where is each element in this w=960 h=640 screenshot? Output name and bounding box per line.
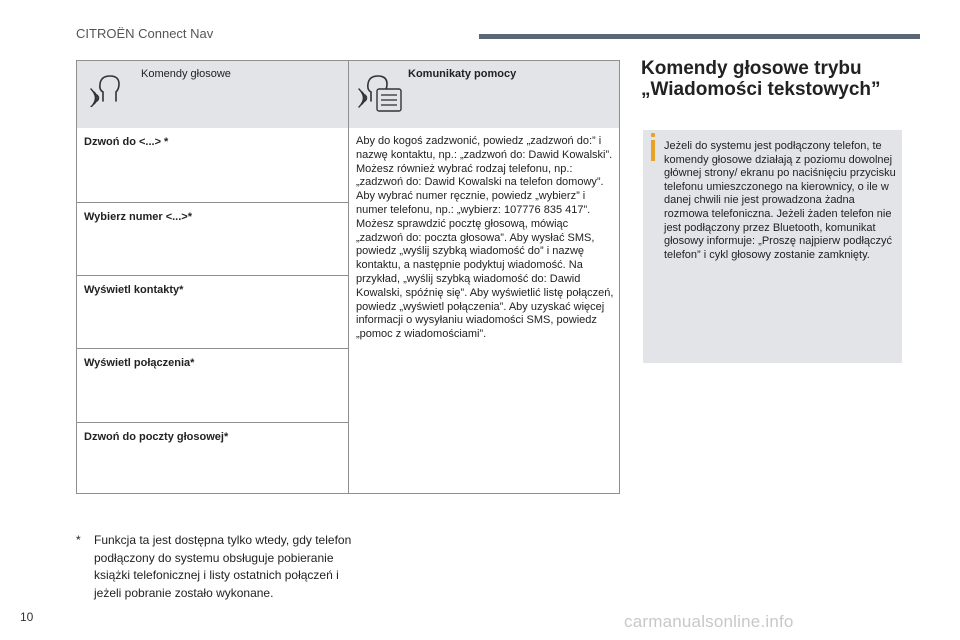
- info-box: [643, 130, 902, 363]
- help-message-icon: [357, 71, 403, 113]
- command-show-contacts: Wyświetl kontakty*: [84, 284, 184, 296]
- footnote-marker: *: [76, 533, 81, 547]
- command-dial-number: Wybierz numer <...>*: [84, 211, 193, 223]
- command-call-voicemail: Dzwoń do poczty głosowej*: [84, 431, 229, 443]
- voice-command-icon: [89, 71, 123, 107]
- table-header-commands: [77, 61, 349, 128]
- document-header-title: CITROËN Connect Nav: [76, 26, 214, 41]
- table-row: [77, 128, 348, 202]
- column-header-help: Komunikaty pomocy: [408, 68, 517, 80]
- header-bar: [479, 34, 920, 39]
- table-header-help: [349, 61, 619, 128]
- table-row: [77, 275, 348, 348]
- table-row: [77, 348, 348, 422]
- watermark: carmanualsonline.info: [624, 612, 794, 631]
- command-rows: [77, 128, 349, 493]
- table-row: [77, 202, 348, 275]
- info-icon-dot: [651, 133, 655, 137]
- footnote-text: Funkcja ta jest dostępna tylko wtedy, gdy telefon podłączony do systemu obsługuje pobieranie książki telefonicznej i listy ostatnich połączeń i jeżeli pobranie zostało wykonane.: [94, 533, 352, 600]
- voice-commands-table: [76, 60, 620, 494]
- info-icon: [651, 140, 655, 161]
- info-text: Jeżeli do systemu jest podłączony telefon, te komendy głosowe działają z poziomu dowolnej głównej strony/ ekranu po naciśnięciu przycisku telefonu umieszczonego na kierownicy, o ile w danej chwili nie jest prowadzona żadna rozmowa telefoniczna. Jeżeli żaden telefon nie jest podłączony przez Bluetooth, komunikat głosowy informuje: „Proszę najpierw podłączyć telefon” i cykl głosowy zostanie zamknięty.: [664, 140, 896, 261]
- table-row: [77, 422, 348, 493]
- help-message-text: Aby do kogoś zadzwonić, powiedz „zadzwoń do:” i nazwę kontaktu, np.: „zadzwoń do: Dawid Kowalski”. Możesz również wybrać rodzaj telefonu, np.: „zadzwoń do: Dawid Kowalski na telefon domowy”. Aby wybrać numer ręcznie, powiedz „wybierz” i numer telefonu, np.: „wybierz: 107776 835 417”. Możesz sprawdzić pocztę głosową, mówiąc „zadzwoń do: poczta głosowa”. Aby wysłać SMS, powiedz „wyślij szybką wiadomość do” i nazwę kontaktu, a następnie podyktuj wiadomość. Na przykład, „wyślij szybką wiadomość do: Dawid Kowalski, spóźnię się”. Aby wyświetlić listę połączeń, powiedz „wyświetl połączenia”. Aby uzyskać więcej informacji o wysyłaniu wiadomości SMS, powiedz „pomoc z wiadomościami”.: [356, 135, 614, 341]
- command-call: Dzwoń do <...> *: [84, 136, 169, 148]
- section-title: Komendy głosowe trybu „Wiadomości tekstowych”: [641, 58, 881, 100]
- column-header-commands: Komendy głosowe: [141, 68, 231, 80]
- command-show-calls: Wyświetl połączenia*: [84, 357, 195, 369]
- page-number: 10: [20, 610, 34, 624]
